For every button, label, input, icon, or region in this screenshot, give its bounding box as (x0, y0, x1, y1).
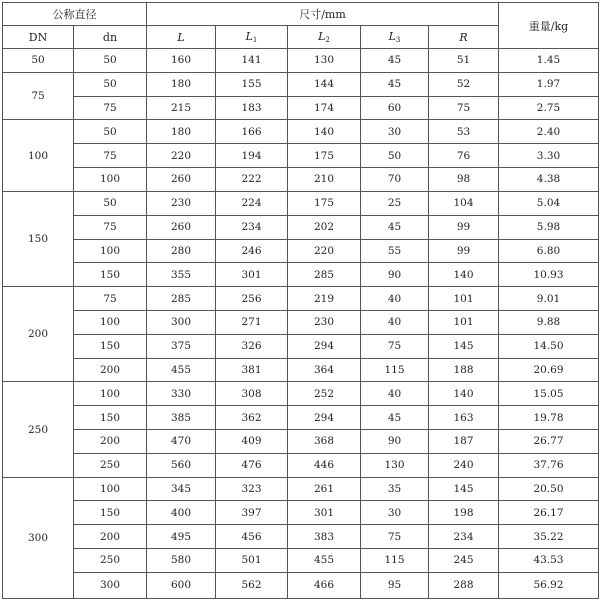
cell-L: 230 (147, 191, 216, 215)
table-header (3, 3, 599, 49)
cell-dn: 100 (74, 168, 147, 192)
cell-L: 220 (147, 144, 216, 168)
cell-L3: 95 (361, 572, 429, 598)
cell-L3: 40 (361, 287, 429, 311)
header-col-L2-sub: 2 (325, 36, 330, 44)
cell-L1: 141 (216, 49, 288, 73)
cell-weight: 43.53 (499, 549, 599, 573)
cell-L3: 60 (361, 96, 429, 120)
header-nominal-diameter: 公称直径 (3, 3, 147, 26)
cell-L1: 456 (216, 525, 288, 549)
cell-L3: 45 (361, 215, 429, 239)
cell-L2: 252 (288, 382, 361, 406)
cell-dn: 150 (74, 406, 147, 430)
cell-L2: 174 (288, 96, 361, 120)
cell-weight: 26.77 (499, 430, 599, 454)
header-weight: 重量/kg (499, 3, 599, 49)
cell-weight: 2.75 (499, 96, 599, 120)
cell-L2: 294 (288, 406, 361, 430)
cell-R: 101 (429, 310, 499, 334)
header-dimensions: 尺寸/mm (147, 3, 499, 26)
cell-dn: 50 (74, 49, 147, 73)
cell-R: 187 (429, 430, 499, 454)
cell-L: 580 (147, 549, 216, 573)
cell-weight: 14.50 (499, 334, 599, 358)
cell-L2: 466 (288, 572, 361, 598)
table-row (3, 358, 599, 382)
header-col-L3-base: L (388, 30, 396, 43)
header-col-L1 (216, 26, 288, 49)
cell-dn: 100 (74, 310, 147, 334)
cell-L: 600 (147, 572, 216, 598)
cell-L1: 246 (216, 239, 288, 263)
cell-DN: 50 (3, 49, 74, 73)
cell-L: 300 (147, 310, 216, 334)
cell-R: 140 (429, 263, 499, 287)
cell-L3: 90 (361, 263, 429, 287)
cell-L: 160 (147, 49, 216, 73)
table-row (3, 120, 599, 144)
cell-L3: 75 (361, 525, 429, 549)
cell-R: 188 (429, 358, 499, 382)
cell-weight: 37.76 (499, 453, 599, 477)
cell-weight: 20.50 (499, 477, 599, 501)
cell-L2: 301 (288, 501, 361, 525)
table-row (3, 287, 599, 311)
cell-L3: 50 (361, 144, 429, 168)
cell-R: 99 (429, 215, 499, 239)
cell-L: 345 (147, 477, 216, 501)
header-col-L3-sub: 3 (395, 36, 401, 44)
cell-L3: 45 (361, 49, 429, 73)
header-col-R: R (429, 26, 499, 49)
cell-L1: 166 (216, 120, 288, 144)
cell-R: 98 (429, 168, 499, 192)
cell-dn: 100 (74, 382, 147, 406)
cell-L: 385 (147, 406, 216, 430)
cell-R: 75 (429, 96, 499, 120)
cell-L3: 75 (361, 334, 429, 358)
cell-L1: 409 (216, 430, 288, 454)
cell-L3: 70 (361, 168, 429, 192)
cell-L: 260 (147, 215, 216, 239)
cell-L1: 362 (216, 406, 288, 430)
cell-R: 163 (429, 406, 499, 430)
cell-L3: 30 (361, 501, 429, 525)
table-row (3, 263, 599, 287)
cell-L3: 130 (361, 453, 429, 477)
cell-L2: 219 (288, 287, 361, 311)
header-col-L1-base: L (245, 30, 253, 43)
cell-L2: 230 (288, 310, 361, 334)
cell-R: 99 (429, 239, 499, 263)
cell-L1: 501 (216, 549, 288, 573)
table-row (3, 215, 599, 239)
cell-L1: 234 (216, 215, 288, 239)
cell-L2: 446 (288, 453, 361, 477)
cell-dn: 150 (74, 501, 147, 525)
cell-DN: 250 (3, 382, 74, 477)
cell-R: 198 (429, 501, 499, 525)
cell-dn: 75 (74, 215, 147, 239)
header-col-dn: dn (74, 26, 147, 49)
cell-L2: 285 (288, 263, 361, 287)
table-row (3, 191, 599, 215)
cell-L: 560 (147, 453, 216, 477)
cell-L: 355 (147, 263, 216, 287)
cell-dn: 75 (74, 96, 147, 120)
cell-L1: 397 (216, 501, 288, 525)
table-row (3, 453, 599, 477)
cell-L2: 140 (288, 120, 361, 144)
table-row (3, 406, 599, 430)
cell-L: 495 (147, 525, 216, 549)
cell-L1: 271 (216, 310, 288, 334)
cell-L3: 45 (361, 406, 429, 430)
cell-R: 52 (429, 72, 499, 96)
cell-dn: 250 (74, 453, 147, 477)
header-col-L2-base: L (318, 30, 326, 43)
cell-weight: 5.98 (499, 215, 599, 239)
table-row (3, 96, 599, 120)
cell-weight: 15.05 (499, 382, 599, 406)
cell-L1: 155 (216, 72, 288, 96)
cell-dn: 150 (74, 334, 147, 358)
cell-L1: 256 (216, 287, 288, 311)
table-row (3, 49, 599, 73)
cell-L2: 261 (288, 477, 361, 501)
cell-L2: 175 (288, 144, 361, 168)
cell-weight: 3.30 (499, 144, 599, 168)
cell-L3: 115 (361, 549, 429, 573)
header-col-L1-sub: 1 (252, 36, 258, 44)
cell-L: 260 (147, 168, 216, 192)
table-row (3, 144, 599, 168)
cell-dn: 50 (74, 120, 147, 144)
cell-L2: 144 (288, 72, 361, 96)
cell-dn: 100 (74, 477, 147, 501)
cell-L3: 45 (361, 72, 429, 96)
cell-L1: 326 (216, 334, 288, 358)
cell-DN: 200 (3, 287, 74, 382)
cell-L3: 40 (361, 382, 429, 406)
cell-L: 375 (147, 334, 216, 358)
cell-dn: 200 (74, 525, 147, 549)
cell-DN: 100 (3, 120, 74, 191)
cell-weight: 20.69 (499, 358, 599, 382)
cell-L2: 130 (288, 49, 361, 73)
table-row (3, 501, 599, 525)
cell-L1: 323 (216, 477, 288, 501)
cell-L1: 301 (216, 263, 288, 287)
header-col-L: L (147, 26, 216, 49)
table-row (3, 334, 599, 358)
cell-R: 104 (429, 191, 499, 215)
cell-L1: 381 (216, 358, 288, 382)
cell-L1: 183 (216, 96, 288, 120)
table-row (3, 72, 599, 96)
cell-L3: 35 (361, 477, 429, 501)
cell-L2: 368 (288, 430, 361, 454)
cell-weight: 1.45 (499, 49, 599, 73)
cell-L1: 222 (216, 168, 288, 192)
cell-L2: 220 (288, 239, 361, 263)
cell-weight: 1.97 (499, 72, 599, 96)
cell-L1: 224 (216, 191, 288, 215)
table-row (3, 382, 599, 406)
cell-R: 288 (429, 572, 499, 598)
cell-weight: 9.01 (499, 287, 599, 311)
cell-R: 245 (429, 549, 499, 573)
cell-L: 180 (147, 120, 216, 144)
header-col-L2 (288, 26, 361, 49)
cell-dn: 100 (74, 239, 147, 263)
cell-R: 240 (429, 453, 499, 477)
cell-L1: 308 (216, 382, 288, 406)
cell-R: 101 (429, 287, 499, 311)
cell-L1: 194 (216, 144, 288, 168)
table-row (3, 239, 599, 263)
cell-L: 215 (147, 96, 216, 120)
cell-L: 280 (147, 239, 216, 263)
cell-R: 145 (429, 477, 499, 501)
cell-L1: 562 (216, 572, 288, 598)
table-row (3, 477, 599, 501)
cell-L2: 383 (288, 525, 361, 549)
cell-dn: 75 (74, 144, 147, 168)
cell-R: 234 (429, 525, 499, 549)
table-body (3, 49, 599, 599)
cell-L2: 455 (288, 549, 361, 573)
cell-dn: 150 (74, 263, 147, 287)
cell-dn: 50 (74, 72, 147, 96)
cell-L3: 25 (361, 191, 429, 215)
cell-weight: 35.22 (499, 525, 599, 549)
table-row (3, 310, 599, 334)
cell-L: 400 (147, 501, 216, 525)
cell-dn: 250 (74, 549, 147, 573)
header-col-L3 (361, 26, 429, 49)
cell-L: 330 (147, 382, 216, 406)
cell-L3: 115 (361, 358, 429, 382)
cell-L: 285 (147, 287, 216, 311)
cell-DN: 75 (3, 72, 74, 120)
cell-dn: 50 (74, 191, 147, 215)
table-row (3, 168, 599, 192)
cell-L3: 90 (361, 430, 429, 454)
cell-R: 145 (429, 334, 499, 358)
cell-weight: 2.40 (499, 120, 599, 144)
table-row (3, 430, 599, 454)
cell-R: 140 (429, 382, 499, 406)
cell-dn: 75 (74, 287, 147, 311)
cell-weight: 19.78 (499, 406, 599, 430)
table-row (3, 572, 599, 598)
table-row (3, 549, 599, 573)
header-col-DN: DN (3, 26, 74, 49)
cell-weight: 9.88 (499, 310, 599, 334)
cell-L2: 294 (288, 334, 361, 358)
cell-weight: 4.38 (499, 168, 599, 192)
cell-DN: 150 (3, 191, 74, 286)
cell-L: 455 (147, 358, 216, 382)
cell-dn: 200 (74, 430, 147, 454)
table-row (3, 525, 599, 549)
cell-R: 51 (429, 49, 499, 73)
cell-L2: 364 (288, 358, 361, 382)
cell-dn: 300 (74, 572, 147, 598)
cell-L3: 40 (361, 310, 429, 334)
cell-DN: 300 (3, 477, 74, 598)
cell-L2: 202 (288, 215, 361, 239)
cell-L1: 476 (216, 453, 288, 477)
cell-weight: 26.17 (499, 501, 599, 525)
cell-L3: 30 (361, 120, 429, 144)
cell-weight: 10.93 (499, 263, 599, 287)
cell-L: 180 (147, 72, 216, 96)
cell-R: 53 (429, 120, 499, 144)
dimensions-table (2, 2, 599, 599)
cell-L: 470 (147, 430, 216, 454)
cell-L2: 210 (288, 168, 361, 192)
cell-R: 76 (429, 144, 499, 168)
cell-dn: 200 (74, 358, 147, 382)
cell-weight: 6.80 (499, 239, 599, 263)
cell-L2: 175 (288, 191, 361, 215)
cell-weight: 56.92 (499, 572, 599, 598)
cell-weight: 5.04 (499, 191, 599, 215)
cell-L3: 55 (361, 239, 429, 263)
